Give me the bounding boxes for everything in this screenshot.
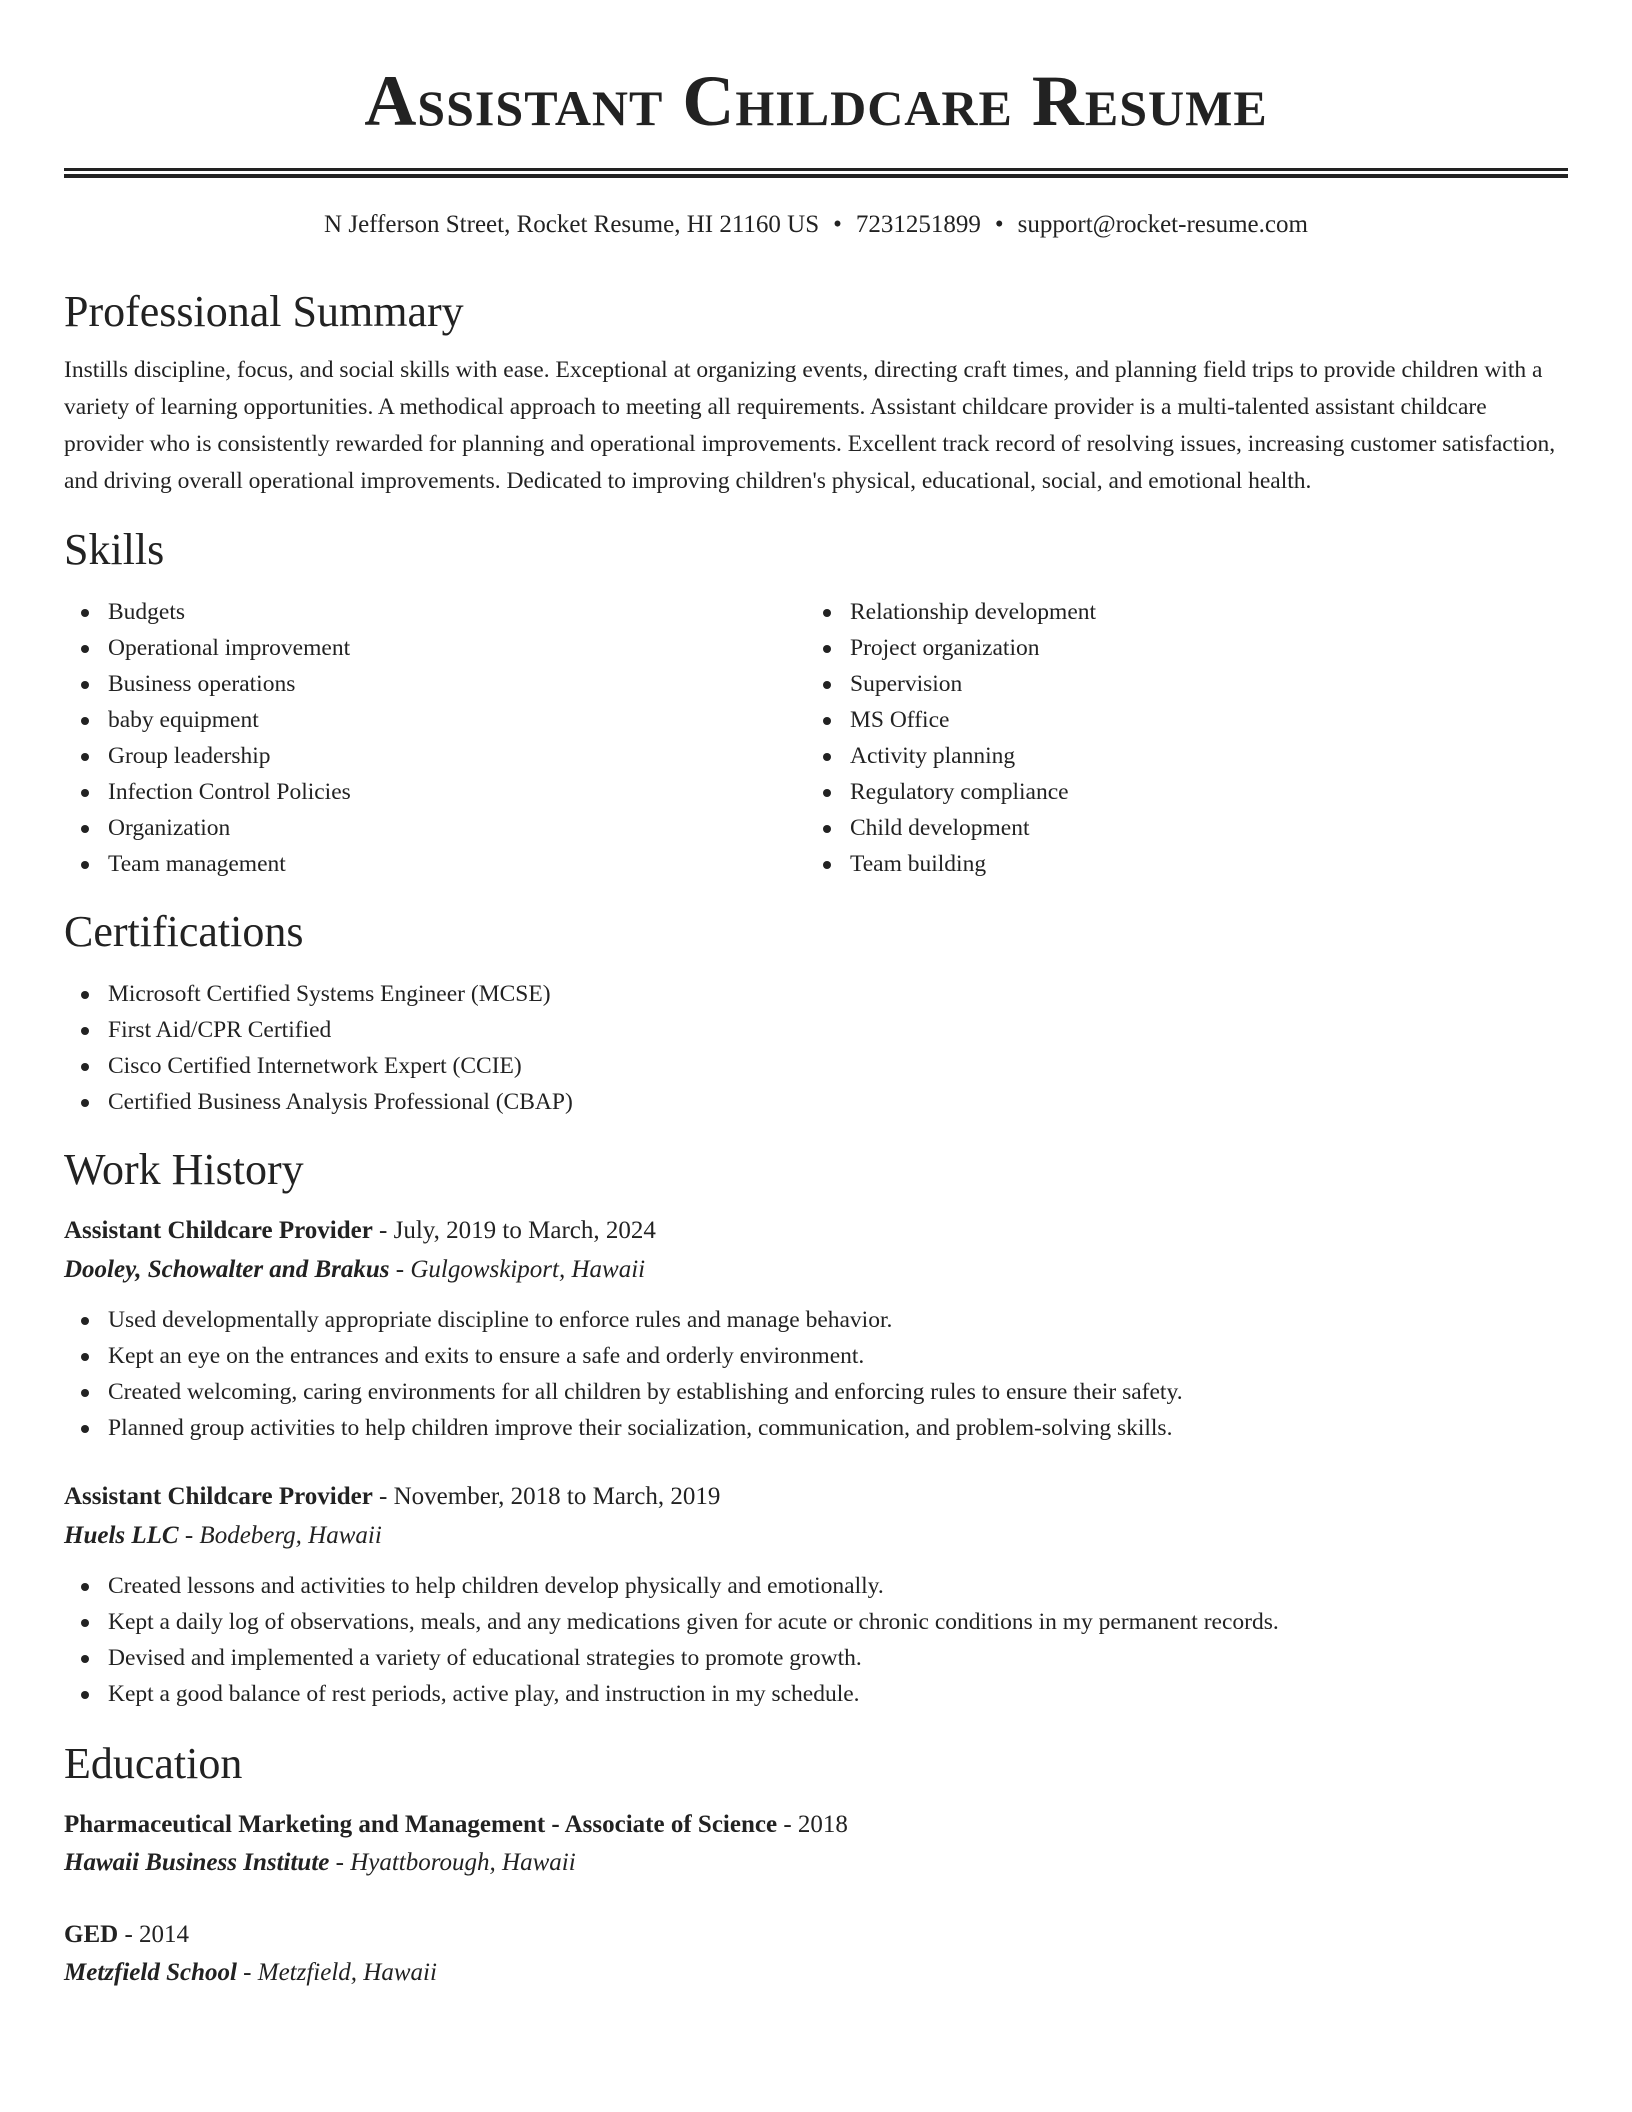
job-title-line bbox=[64, 1212, 1568, 1250]
education-degree-line bbox=[64, 1806, 1568, 1844]
education-school-line bbox=[64, 1844, 1568, 1882]
education-location: - Hyattborough, Hawaii bbox=[329, 1849, 576, 1876]
education-degree-line bbox=[64, 1916, 1568, 1954]
skill-item: Relationship development bbox=[806, 594, 1548, 630]
job-bullet: Kept a good balance of rest periods, active play, and instruction in my schedule. bbox=[64, 1676, 1568, 1712]
contact-phone: 7231251899 bbox=[855, 211, 981, 238]
job-bullet: Devised and implemented a variety of educational strategies to promote growth. bbox=[64, 1640, 1568, 1676]
job-dates: - November, 2018 to March, 2019 bbox=[372, 1483, 721, 1510]
skill-item: Supervision bbox=[806, 666, 1548, 702]
skill-item: Operational improvement bbox=[64, 630, 806, 666]
job-company-line bbox=[64, 1250, 1568, 1290]
certifications-list bbox=[64, 976, 1568, 1120]
certification-item: Microsoft Certified Systems Engineer (MCSE) bbox=[64, 976, 1568, 1012]
job-bullet: Used developmentally appropriate discipline to enforce rules and manage behavior. bbox=[64, 1302, 1568, 1338]
job-title: Assistant Childcare Provider bbox=[64, 1483, 373, 1510]
skills-list-left bbox=[64, 594, 806, 882]
certifications-heading: Certifications bbox=[64, 907, 304, 956]
education-entry bbox=[64, 1916, 1568, 1992]
job-company: Dooley, Schowalter and Brakus bbox=[64, 1256, 390, 1283]
skills-heading: Skills bbox=[64, 525, 165, 574]
skills-columns bbox=[64, 594, 1568, 882]
job-entry bbox=[64, 1478, 1568, 1712]
job-bullets bbox=[64, 1302, 1568, 1446]
job-dates: - July, 2019 to March, 2024 bbox=[372, 1217, 656, 1244]
summary-text: Instills discipline, focus, and social skills with ease. Exceptional at organizing events, directing craft times, and planning field trips to provide children with a variety of learning opportunities. A methodical approach to meeting all requirements. Assistant childcare provider is a multi-talented assistant childcare provider who is consistently rewarded for planning and operational improvements. Excellent track record of resolving issues, increasing customer satisfaction, and driving overall operational improvements. Dedicated to improving children's physical, educational, social, and emotional health. bbox=[64, 357, 1556, 494]
work-history-heading: Work History bbox=[64, 1145, 304, 1194]
education-school: Hawaii Business Institute bbox=[64, 1849, 330, 1876]
job-company: Huels LLC bbox=[64, 1522, 179, 1549]
job-entry bbox=[64, 1212, 1568, 1446]
contact-line bbox=[64, 208, 1568, 242]
skill-item: Team management bbox=[64, 846, 806, 882]
job-bullet: Kept a daily log of observations, meals, and any medications given for acute or chronic conditions in my permanent records. bbox=[64, 1604, 1568, 1640]
job-bullets bbox=[64, 1568, 1568, 1712]
job-title-line bbox=[64, 1478, 1568, 1516]
skill-item: Budgets bbox=[64, 594, 806, 630]
skill-item: Child development bbox=[806, 810, 1548, 846]
title-double-rule bbox=[64, 168, 1568, 178]
skill-item: Team building bbox=[806, 846, 1548, 882]
education-school: Metzfield School bbox=[64, 1959, 237, 1986]
job-title: Assistant Childcare Provider bbox=[64, 1217, 373, 1244]
job-location: - Gulgowskiport, Hawaii bbox=[389, 1256, 646, 1283]
contact-separator: • bbox=[994, 211, 1004, 238]
skill-item: Business operations bbox=[64, 666, 806, 702]
job-bullet: Planned group activities to help children improve their socialization, communication, and problem-solving skills. bbox=[64, 1410, 1568, 1446]
contact-separator: • bbox=[833, 211, 842, 238]
education-heading: Education bbox=[64, 1739, 243, 1788]
skill-item: Infection Control Policies bbox=[64, 774, 806, 810]
certification-item: Certified Business Analysis Professional (CBAP) bbox=[64, 1084, 1568, 1120]
education-year: - 2018 bbox=[777, 1811, 848, 1838]
education-degree: Pharmaceutical Marketing and Management - Associate of Science bbox=[64, 1811, 778, 1838]
contact-address: N Jefferson Street, Rocket Resume, HI 21160 US bbox=[324, 211, 820, 238]
skill-item: Activity planning bbox=[806, 738, 1548, 774]
summary-heading: Professional Summary bbox=[64, 287, 464, 336]
skill-item: Organization bbox=[64, 810, 806, 846]
education-entry bbox=[64, 1806, 1568, 1882]
skills-list-right bbox=[806, 594, 1548, 882]
certification-item: Cisco Certified Internetwork Expert (CCIE) bbox=[64, 1048, 1568, 1084]
education-degree: GED bbox=[64, 1921, 119, 1948]
skill-item: Project organization bbox=[806, 630, 1548, 666]
job-bullet: Kept an eye on the entrances and exits to ensure a safe and orderly environment. bbox=[64, 1338, 1568, 1374]
job-bullet: Created welcoming, caring environments for all children by establishing and enforcing rules to ensure their safety. bbox=[64, 1374, 1568, 1410]
job-bullet: Created lessons and activities to help children develop physically and emotionally. bbox=[64, 1568, 1568, 1604]
skill-item: baby equipment bbox=[64, 702, 806, 738]
job-company-line bbox=[64, 1516, 1568, 1556]
education-location: - Metzfield, Hawaii bbox=[236, 1959, 437, 1986]
job-location: - Bodeberg, Hawaii bbox=[178, 1522, 382, 1549]
contact-email: support@rocket-resume.com bbox=[1017, 211, 1308, 238]
resume-title: Assistant Childcare Resume bbox=[364, 61, 1268, 141]
skill-item: Group leadership bbox=[64, 738, 806, 774]
skill-item: MS Office bbox=[806, 702, 1548, 738]
certification-item: First Aid/CPR Certified bbox=[64, 1012, 1568, 1048]
education-year: - 2014 bbox=[118, 1921, 190, 1948]
skill-item: Regulatory compliance bbox=[806, 774, 1548, 810]
education-school-line bbox=[64, 1954, 1568, 1992]
